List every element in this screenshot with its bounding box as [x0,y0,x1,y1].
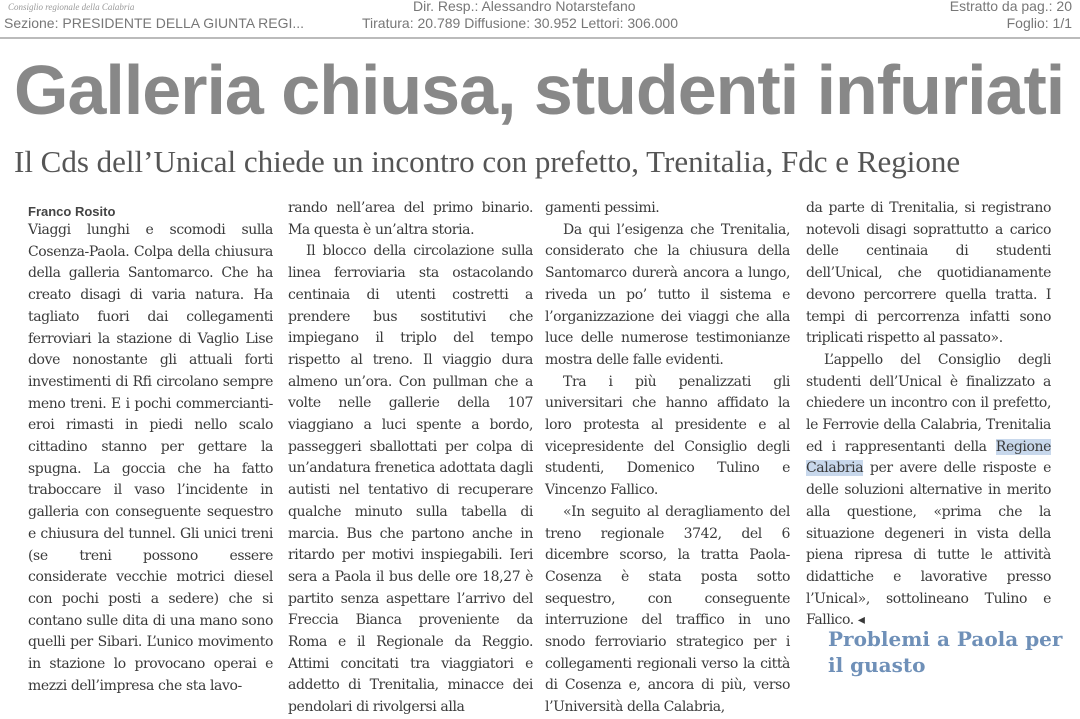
column-3-paragraph-3: Tra i più penalizzati gli universitari che hanno affidato la loro protesta al presidente e al vicepresidente del Consiglio degli studenti, Domenico Tulino e Vincenzo Fallico. [545,373,790,499]
header-divider [0,37,1080,39]
director-label: Dir. Resp.: Alessandro Notarstefano [413,0,636,14]
column-3-paragraph-1: gamenti pessimi. [545,200,660,216]
column-3-paragraph-4: «In seguito al deragliamento del treno regionale 3742, del 6 dicembre scorso, la tratta Paola-Cosenza è stata posta sotto sequestro, con conseguente interruzione del traffico in uno snodo ferroviario strategico per i collegamenti regionali verso la città di Cosenza e, ancora di più, verso l’Università della Calabria, [545,503,790,716]
column-4-text-after: per avere delle risposte e delle soluzioni alternative in merito alla questione, «prima che la situazione degeneri in vista della piena ripresa di tutte le attività didattiche e lavorative presso l’Unical», sottolineano Tulino e Fallico. ◂ [806,460,1051,629]
article-column-3 [545,198,790,719]
column-4-paragraph-1: da parte di Trenitalia, si registrano notevoli disagi soprattutto a carico delle centinaia di studenti dell’Unical, che quotidianamente devono percorrere quella tratta. I tempi di percorrenza infatti sono triplicati rispetto al passato». [806,200,1051,347]
circulation-label: Tiratura: 20.789 Diffusione: 30.952 Lettori: 306.000 [362,15,678,31]
page-extract-label: Estratto da pag.: 20 [949,0,1072,14]
article-column-2 [288,198,533,719]
sezione-label: Sezione: PRESIDENTE DELLA GIUNTA REGI... [4,15,305,31]
sheet-label: Foglio: 1/1 [1006,15,1072,31]
byline: Franco Rosito [28,204,116,219]
article-headline: Galleria chiusa, studenti infuriati [14,51,1065,129]
column-1-text: Viaggi lunghi e scomodi sulla Cosenza-Paola. Colpa della chiusura della galleria Santomarco. Che ha creato disagi di varia natura. Ha tagliato fuori dai collegamenti ferroviari la stazione di Vaglio Lise dove nonostante gli attuali forti investimenti di Rfi circolano sempre meno treni. E i pochi commercianti-eroi rimasti in piedi nello scalo cittadino stanno per gettare la spugna. La goccia che ha fatto traboccare il vaso l’incidente in galleria con conseguente sequestro e chiusura del tunnel. Gli unici treni (se treni possono essere considerate vecchie motrici diesel con pochi posti a sedere) che si contano sulle dita di una mano sono quelli per Sibari. L’unico movimento in stazione lo provocano operai e mezzi dell’impresa che sta lavo- [28,222,273,694]
article-column-4 [806,198,1051,632]
source-logo: Consiglio regionale della Calabria [8,2,135,12]
sidebar-box-title: Problemi a Paola per il guasto [828,627,1063,677]
clipping-header [0,0,1080,38]
column-4-text-before: L’appello del Consiglio degli studenti dell’Unical è finalizzato a chiedere un incontro con il prefetto, le Ferrovie della Calabria, Trenitalia ed i rappresentanti della [806,351,1051,455]
highlighted-keyword: Regione Calabria [806,438,1051,477]
column-4-paragraph-2 [806,350,1051,632]
article-subhead: Il Cds dell’Unical chiede un incontro con prefetto, Trenitalia, Fdc e Regione [14,144,961,179]
column-2-paragraph-1: rando nell’area del primo binario. Ma questa è un’altra storia. [288,200,533,238]
article-column-1 [28,204,273,697]
column-3-paragraph-2: Da qui l’esigenza che Trenitalia, considerato che la chiusura della Santomarco durerà ancora a lungo, riveda un po’ tutto il sistema e l’organizzazione dei viaggi che alla luce delle numerose testimonianze mostra delle falle evidenti. [545,221,790,368]
column-2-paragraph-2: Il blocco della circolazione sulla linea ferroviaria sta ostacolando centinaia di utenti costretti a prendere bus sostitutivi che impiegano il triplo del tempo rispetto al treno. Il viaggio dura almeno un’ora. Con pullman che a volte nelle gallerie della 107 viaggiano a luci spente a bordo, passeggeri sballottati per colpa di un’andatura frenetica adottata dagli autisti nel tentativo di recuperare qualche minuto sulla tabella di marcia. Bus che partono anche in ritardo per motivi inspiegabili. Ieri sera a Paola il bus delle ore 18,27 è partito senza aspettare l’arrivo del Freccia Bianca proveniente da Roma e il Regionale da Reggio. Attimi concitati tra viaggiatori e addetto di Trenitalia, minacce dei pendolari di rivolgersi alla [288,243,533,716]
